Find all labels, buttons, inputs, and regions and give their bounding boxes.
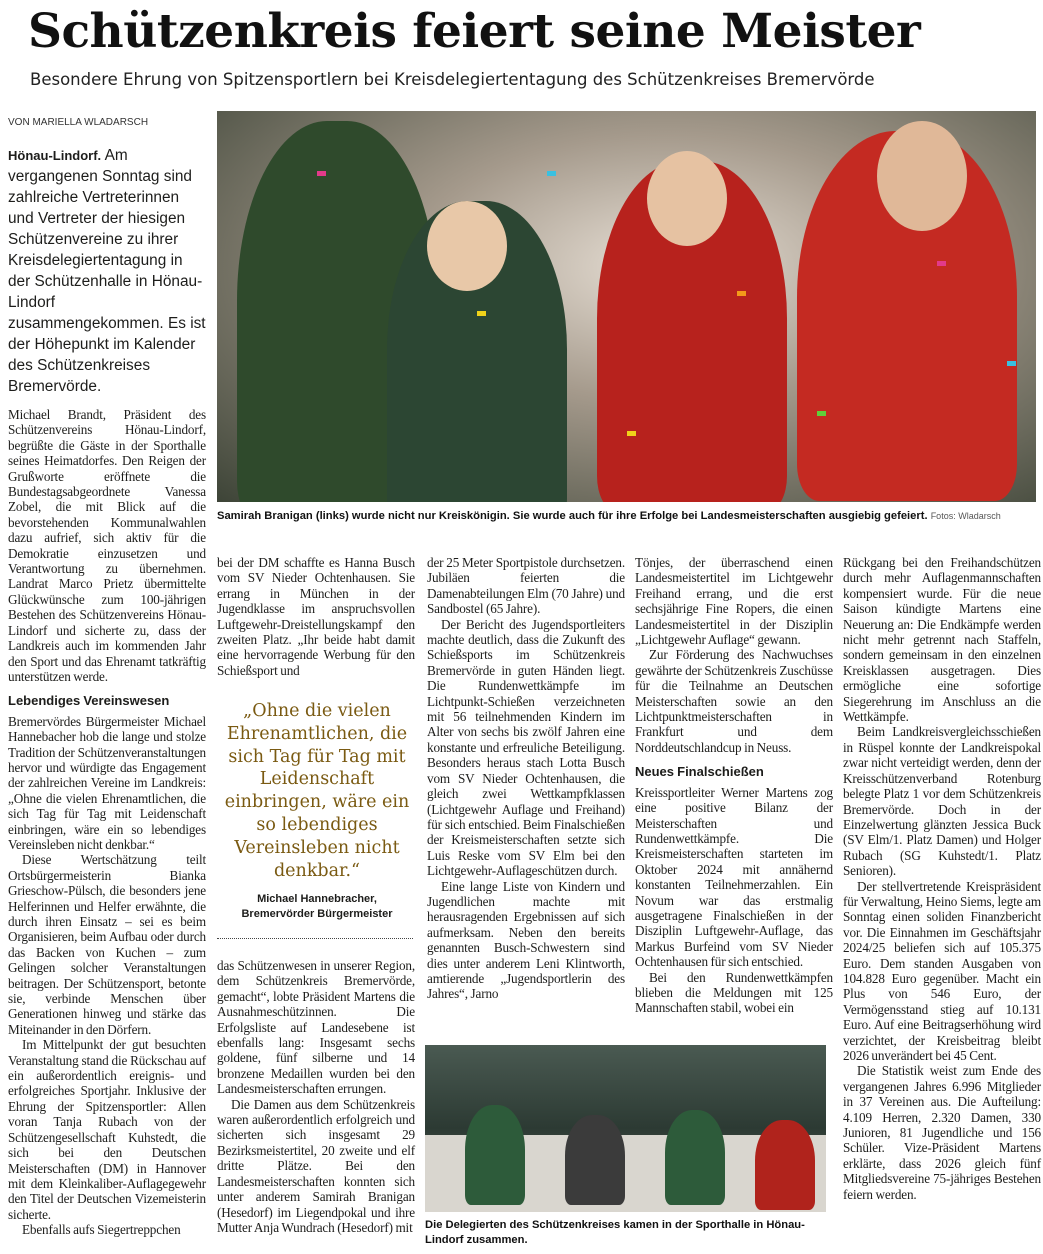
subheading: Neues Finalschießen: [635, 764, 764, 780]
byline: VON MARIELLA WLADARSCH: [8, 117, 149, 128]
column-2-top: [217, 555, 415, 678]
paragraph: Der Bericht des Jugendsportleiters machte deutlich, dass die Zukunft des Schießsports im Schützenkreis Bremervörde in guten Händen liegt. Die Rundenwettkämpfe im Lichtpunkt-Schießen verzeichneten mit 56 teilnehmenden Kindern im Alter von sechs bis zwölf Jahren eine konstante und erfreuliche Beteiligung. Besonders heraus stach Lotta Busch vom SV Nieder Ochtenhausen, die gleich zwei Wettkampfklassen (Lichtgewehr Auflage und Freihand) für sich entschied. Beim Finalschießen der Kreismeisterschaften setzte sich Luis Reske vom SV Elm bei den Lichtgewehr-Auflageschützen durch.: [427, 616, 625, 879]
quote-role: Bremervörder Bürgermeister: [241, 908, 393, 920]
delegates-photo: [425, 1045, 826, 1212]
column-1: [8, 145, 206, 1238]
column-3: [427, 555, 625, 1002]
paragraph: Der stellvertretende Kreispräsident für Verwaltung, Heino Siems, legte am Sonntag einen soliden Finanzbericht vor. Die Einnahmen im Geschäftsjahr 2024/25 beliefen sich auf 105.375 Euro. Dem standen Ausgaben von 104.828 Euro gegenüber. Macht ein Plus von 546 Euro, der Vermögensstand stieg auf 10.131 Euro. Auf eine Beitragserhöhung wird verzichtet, der Kreisbeitrag bleibt 2026 unverändert bei 45 Cent.: [843, 878, 1041, 1063]
caption-text: Samirah Branigan (links) wurde nicht nur Kreiskönigin. Sie wurde auch für ihre Erfolge bei Landesmeisterschaften ausgiebig gefeiert.: [217, 510, 928, 522]
main-photo-caption: [217, 509, 1043, 524]
headline: Schützenkreis feiert seine Meister: [28, 4, 921, 59]
pull-quote: „Ohne die vielen Ehrenamtlichen, die sich Tag für Tag mit Leidenschaft einbringen, wäre ein so lebendiges Vereinsleben nicht denkbar.“: [224, 701, 410, 881]
paragraph: Bei den Rundenwettkämpfen blieben die Meldungen mit 125 Mannschaften stabil, wobei ein: [635, 969, 833, 1016]
paragraph: Kreissportleiter Werner Martens zog eine positive Bilanz der Meisterschaften und Rundenwettkämpfe. Die Kreismeisterschaften starteten im Oktober 2024 mit annähernd konstanten Teilnehmerzahlen. Ein Novum war das erstmalig ausgetragene Finalschießen in der Disziplin Luftgewehr-Auflage, das Markus Burfeind vom SV Nieder Ochtenhausen für sich entschied.: [635, 784, 833, 970]
delegates-photo-caption: Die Delegierten des Schützenkreises kamen in der Sporthalle in Hönau-Lindorf zusammen.: [425, 1219, 805, 1246]
lead-text: Am vergangenen Sonntag sind zahlreiche Vertreterinnen und Vertreter der hiesigen Schützenvereine zu ihrer Kreisdelegiertentagung in der Schützenhalle in Hönau-Lindorf zusammengekommen. Es ist der Höhepunkt im Kalender des Schützenkreises Bremervörde.: [8, 147, 206, 395]
main-photo: [217, 111, 1036, 502]
paragraph: Beim Landkreisvergleichsschießen in Rüspel konnte der Landkreispokal zwar nicht verteidigt werden, denn der Kreisschützenverband Rotenburg belegte Platz 1 vor dem Schützenkreis Bremervörde. Doch in der Einzelwertung glänzten Jessica Buck (SV Elm/1. Platz Damen) und Holger Rubach (SG Kuhstedt/1. Platz Senioren).: [843, 724, 1041, 879]
photo-credit: Fotos: Wladarsch: [930, 511, 1001, 521]
column-2-bottom: [217, 958, 415, 1235]
column-4: [635, 555, 833, 1016]
paragraph: Eine lange Liste von Kindern und Jugendlichen machte mit herausragenden Ergebnissen auf sich aufmerksam. Neben den bereits genannten Busch-Schwestern sind dies unter anderem Leni Klintworth, amtierende „Jugendsportlerin des Jahres“, Jarno: [427, 878, 625, 1002]
paragraph: bei der DM schaffte es Hanna Busch vom SV Nieder Ochtenhausen. Sie errang in München in der Jugendklasse im anspruchsvollen Luftgewehr-Dreistellungskampf den zweiten Platz. „Ihr beide habt damit eine hervorragende Werbung für den Schießsport und: [217, 555, 415, 678]
paragraph: Zur Förderung des Nachwuchses gewährte der Schützenkreis Zuschüsse für die Teilnahme an Deutschen Meisterschaften sowie an den Lichtpunktmeisterschaften in Frankfurt und dem Norddeutschlandcup in Neuss.: [635, 647, 833, 755]
paragraph: das Schützenwesen in unserer Region, dem Schützenkreis Bremervörde, gemacht“, lobte Präsident Martens die Ausnahmeschützinnen. Die Erfolgsliste auf Landesebene ist ebenfalls lang: Insgesamt sechs goldene, fünf silberne und 14 bronzene Medaillen wurden bei den Landesmeisterschaften errungen.: [217, 958, 415, 1097]
paragraph: Die Statistik weist zum Ende des vergangenen Jahres 6.996 Mitglieder in 37 Vereinen aus. Die Aufteilung: 4.109 Herren, 2.320 Damen, 330 Junioren, 81 Jugendliche und 156 Schüler. Vize-Präsident Martens erklärte, dass 2026 gleich fünf Mitgliedsvereine 75-jähriges Bestehen feiern werden.: [843, 1063, 1041, 1202]
column-5: [843, 555, 1041, 1202]
paragraph: Ebenfalls aufs Siegertreppchen: [22, 1222, 181, 1238]
subheading: Lebendiges Vereinswesen: [8, 693, 170, 709]
paragraph: Die Damen aus dem Schützenkreis waren außerordentlich erfolgreich und sicherten sich insgesamt 29 Bezirksmeistertitel, 20 zweite und elf dritte Plätze. Bei den Landesmeisterschaften konnten sich unter anderem Samirah Branigan (Hesedorf) im Liegendpokal und ihre Mutter Anja Wundrach (Hesedorf) mit: [217, 1096, 415, 1235]
paragraph: der 25 Meter Sportpistole durchsetzen. Jubiläen feierten die Damenabteilungen Elm (70 Jahre) und Sandbostel (65 Jahre).: [427, 555, 625, 617]
pull-quote-attribution: [217, 892, 417, 922]
paragraph: Im Mittelpunkt der gut besuchten Veranstaltung stand die Rückschau auf ein außerordentlich ereignis- und erfolgreiches Sportjahr. Inklusive der Ehrung der Spitzensportler: Allen voran Tanja Rubach von der Schützengesellschaft Kuhstedt, die sich bei den Deutschen Meisterschaften (DM) in Hannover mit dem Kleinkaliber-Auflagegewehr den Titel der Deutschen Vizemeisterin sicherte.: [8, 1037, 206, 1222]
subheadline: Besondere Ehrung von Spitzensportlern bei Kreisdelegiertentagung des Schützenkreises Bremervörde: [30, 70, 875, 89]
paragraph: Rückgang bei den Freihandschützen durch mehr Auflagenmannschaften kompensiert wurde. Für die neue Saison kündigte Martens eine Neuerung an: Die Endkämpfe werden nicht mehr getrennt nach Staffeln, sondern gemeinsam in den einzelnen Kreisklassen ausgetragen. Dies ermögliche eine sofortige Siegerehrung im Anschluss an die Wettkämpfe.: [843, 555, 1041, 725]
divider: [217, 938, 413, 939]
quote-author: Michael Hannebracher,: [257, 893, 377, 905]
paragraph: Tönjes, der überraschend einen Landesmeistertitel im Lichtgewehr Freihand errang, und die erst sechsjährige Fine Ropers, die einen Landesmeistertitel in der Disziplin „Lichtgewehr Auflage“ gewann.: [635, 555, 833, 648]
paragraph: Michael Brandt, Präsident des Schützenvereins Hönau-Lindorf, begrüßte die Gäste in der Sporthalle seines Heimatdorfes. Den Reigen der Grußworte eröffnete die Bundestagsabgeordnete Vanessa Zobel, die mit Blick auf die bevorstehenden Kommunalwahlen dazu aufrief, sich aktiv für die Demokratie einzusetzen und Verantwortung zu übernehmen. Landrat Marco Prietz übermittelte Glückwünsche zum 100-jährigen Bestehen des Schützenvereins Hönau-Lindorf und sicherte zu, dass der Landkreis auch im kommenden Jahr den Sport und das Ehrenamt tatkräftig unterstützen werde.: [8, 407, 206, 684]
paragraph: Bremervördes Bürgermeister Michael Hannebacher hob die lange und stolze Tradition der Schützenveranstaltungen hervor und würdigte das Engagement der zahlreichen Vereine im Landkreis: „Ohne die vielen Ehrenamtlichen, die sich Tag für Tag mit Leidenschaft einbringen, wäre ein so lebendiges Vereinsleben nicht denkbar.“: [8, 713, 206, 852]
dateline: Hönau-Lindorf.: [8, 148, 102, 163]
lead-paragraph: [8, 145, 206, 397]
paragraph: Diese Wertschätzung teilt Ortsbürgermeisterin Bianka Grieschow-Pülsch, die besonders jene Helferinnen und Helfer erwähnte, die durch ihren Einsatz – sei es beim Organisieren, beim Aufbau oder durch das Backen von Kuchen – zum Gelingen solcher Veranstaltungen beitragen. Der Schützensport, betonte sie, verbinde Menschen über Generationen hinweg und stärke das Miteinander in den Dörfern.: [8, 852, 206, 1037]
